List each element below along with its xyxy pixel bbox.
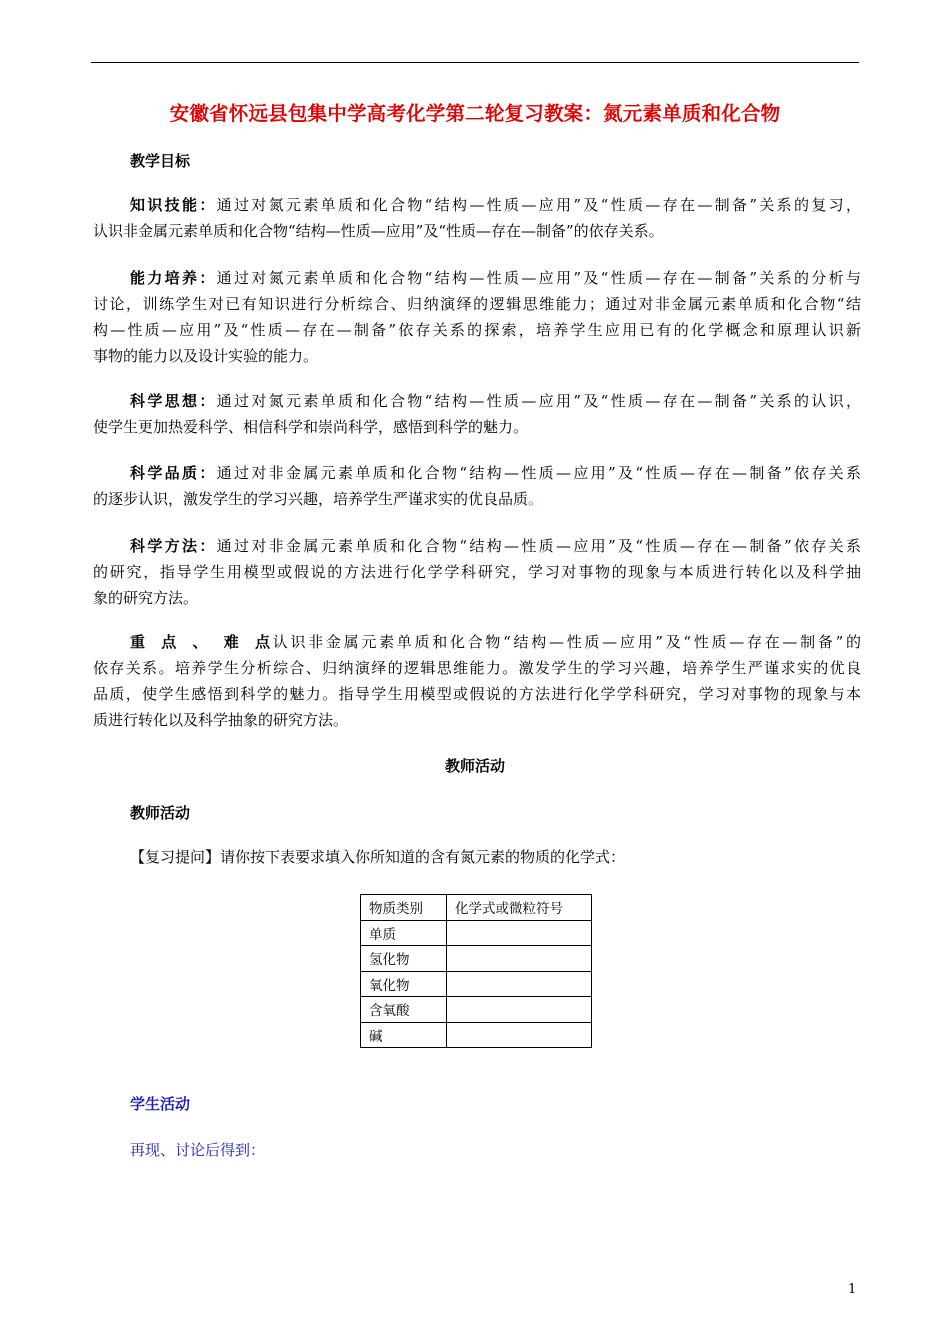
quality-line-2: 的逐步认识，激发学生的学习兴趣，培养学生严谨求实的优良品质 [93,490,529,508]
table-row [361,920,592,946]
table-cell-formula[interactable] [447,946,592,972]
knowledge-line-1: 通过对氮元素单质和化合物“结构—性质—应用”及“性质—存在—制备”关系的复习， [216,196,861,214]
review-question: 【复习提问】请你按下表要求填入你所知道的含有氮元素的物质的化学式： [130,848,626,866]
thinking-line-1: 通过对氮元素单质和化合物“结构—性质—应用”及“性质—存在—制备”关系的认识， [216,392,861,410]
ability-label: 能力培养： [130,269,217,287]
table-header-row [361,895,592,921]
thinking-line-2: 使学生更加热爱科学、相信科学和崇尚科学，感悟到科学的魅力。 [93,418,529,436]
student-activity-heading: 学生活动 [130,1095,191,1113]
quality-paragraph [93,460,861,512]
teacher-activity-heading: 教师活动 [130,804,191,822]
ability-paragraph [93,265,861,369]
page-number: 1 [848,1282,857,1297]
quality-line-1: 通过对非金属元素单质和化合物“结构—性质—应用”及“性质—存在—制备”依存关系 [216,464,861,482]
table-cell-category: 碱 [361,1022,447,1048]
document-title: 安徽省怀远县包集中学高考化学第二轮复习教案：氮元素单质和化合物 [169,102,781,125]
table-row [361,1022,592,1048]
knowledge-line-2: 认识非金属元素单质和化合物“结构—性质—应用”及“性质—存在—制备”的依存关系。 [93,222,664,240]
table-row [361,971,592,997]
ability-line-1: 通过对氮元素单质和化合物“结构—性质—应用”及“性质—存在—制备”关系的分析与 [216,269,861,287]
keypoints-line-4: 质进行转化以及科学抽象的研究方法。 [93,711,349,729]
table-cell-category: 含氧酸 [361,997,447,1023]
substance-table [360,894,592,1048]
table-cell-formula[interactable] [447,920,592,946]
header-rule [91,62,859,63]
table-cell-formula[interactable] [447,1022,592,1048]
method-label: 科学方法： [130,537,217,555]
table-cell-formula[interactable] [447,971,592,997]
keypoints-line-3: 品质，使学生感悟到科学的魅力。指导学生用模型或假说的方法进行化学学科研究，学习对事物的现象与本 [93,685,861,703]
keypoints-line-1: 认识非金属元素单质和化合物“结构—性质—应用”及“性质—存在—制备”的 [270,633,861,651]
table-cell-category: 氢化物 [361,946,447,972]
method-line-2: 的研究，指导学生用模型或假说的方法进行化学学科研究，学习对事物的现象与本质进行转化以及科学抽 [93,563,861,581]
table-row [361,997,592,1023]
teacher-activity-center-heading: 教师活动 [444,757,505,775]
keypoints-label: 重点、难点 [130,633,270,651]
keypoints-paragraph [93,629,861,733]
method-line-1: 通过对非金属元素单质和化合物“结构—性质—应用”及“性质—存在—制备”依存关系 [216,537,861,555]
table-header-cell: 物质类别 [361,895,447,921]
table-row [361,946,592,972]
knowledge-paragraph [93,192,861,244]
method-paragraph [93,533,861,611]
table-cell-formula[interactable] [447,997,592,1023]
thinking-label: 科学思想： [130,392,217,410]
method-line-3: 象的研究方法。 [93,589,199,607]
ability-line-2: 讨论，训练学生对已有知识进行分析综合、归纳演绎的逻辑思维能力；通过对非金属元素单质和化合物“结 [93,295,861,313]
quality-line-2-end: 。 [528,490,544,508]
ability-line-4: 事物的能力以及设计实验的能力。 [93,347,319,365]
knowledge-label: 知识技能： [130,196,217,214]
keypoints-line-2: 依存关系。培养学生分析综合、归纳演绎的逻辑思维能力。激发学生的学习兴趣，培养学生严谨求实的优良 [93,659,861,677]
table-cell-category: 氧化物 [361,971,447,997]
table-header-cell: 化学式或微粒符号 [447,895,592,921]
ability-line-3: 构—性质—应用”及“性质—存在—制备”依存关系的探索，培养学生应用已有的化学概念和原理认识新 [93,321,861,339]
quality-label: 科学品质： [130,464,217,482]
restate-text: 再现、讨论后得到： [130,1141,266,1159]
table-cell-category: 单质 [361,920,447,946]
thinking-paragraph [93,388,861,440]
goals-heading: 教学目标 [130,152,191,170]
